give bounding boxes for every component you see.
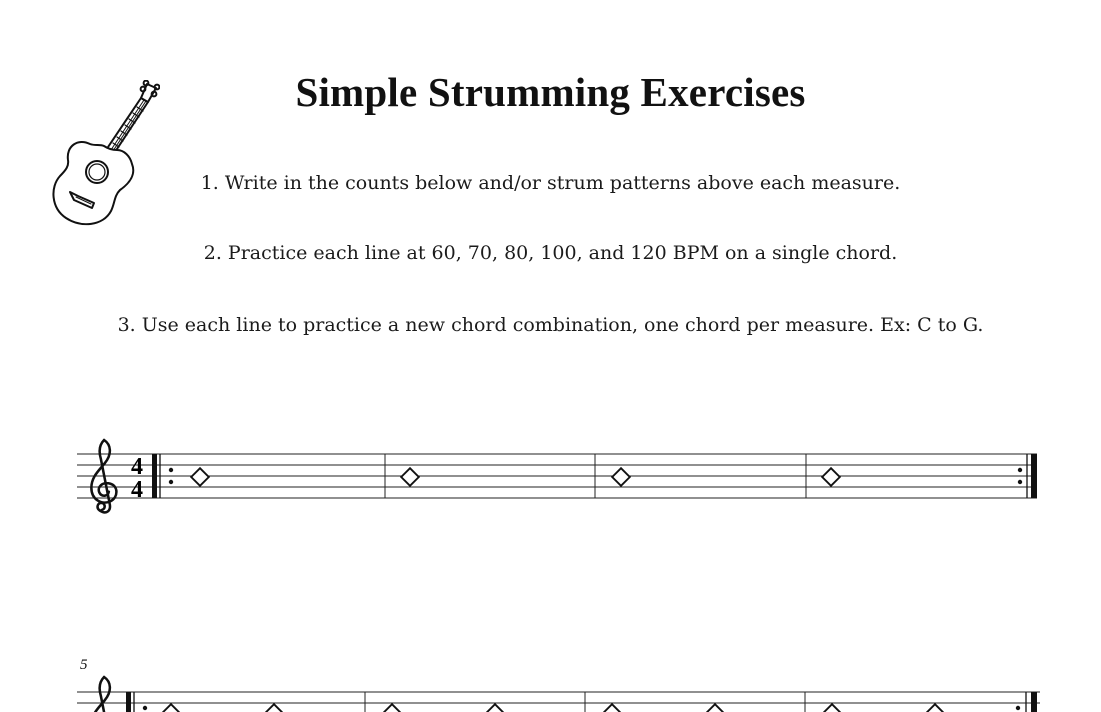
instruction-2: 2. Practice each line at 60, 70, 80, 100, and 120 BPM on a single chord.: [203, 242, 898, 264]
staff-line-1: [77, 440, 1037, 512]
half-note-diamond: [823, 704, 841, 712]
title-text: Simple Strumming Exercises: [295, 69, 806, 115]
time-signature-1: [131, 454, 143, 503]
half-note-diamond: [383, 704, 401, 712]
instruction-1: 1. Write in the counts below and/or strum patterns above each measure.: [200, 172, 901, 194]
time-signature-top: 4: [131, 454, 143, 480]
half-note-diamond: [486, 704, 504, 712]
half-note-diamond: [265, 704, 283, 712]
half-note-diamond: [926, 704, 944, 712]
whole-note-diamond: [822, 468, 840, 486]
whole-note-diamond: [612, 468, 630, 486]
staff-line-2: [77, 677, 1040, 712]
treble-clef-icon: [91, 677, 116, 712]
half-note-diamond: [706, 704, 724, 712]
measure-number-5: 5: [80, 657, 88, 673]
whole-note-diamond: [191, 468, 209, 486]
instruction-3: 3. Use each line to practice a new chord combination, one chord per measure. Ex: C to G.: [117, 314, 984, 336]
repeat-end-2: [1016, 692, 1037, 712]
half-note-diamond: [603, 704, 621, 712]
half-note-diamond: [162, 704, 180, 712]
whole-note-diamond: [401, 468, 419, 486]
repeat-start-2: [126, 692, 147, 712]
time-signature-bottom: 4: [131, 477, 143, 503]
